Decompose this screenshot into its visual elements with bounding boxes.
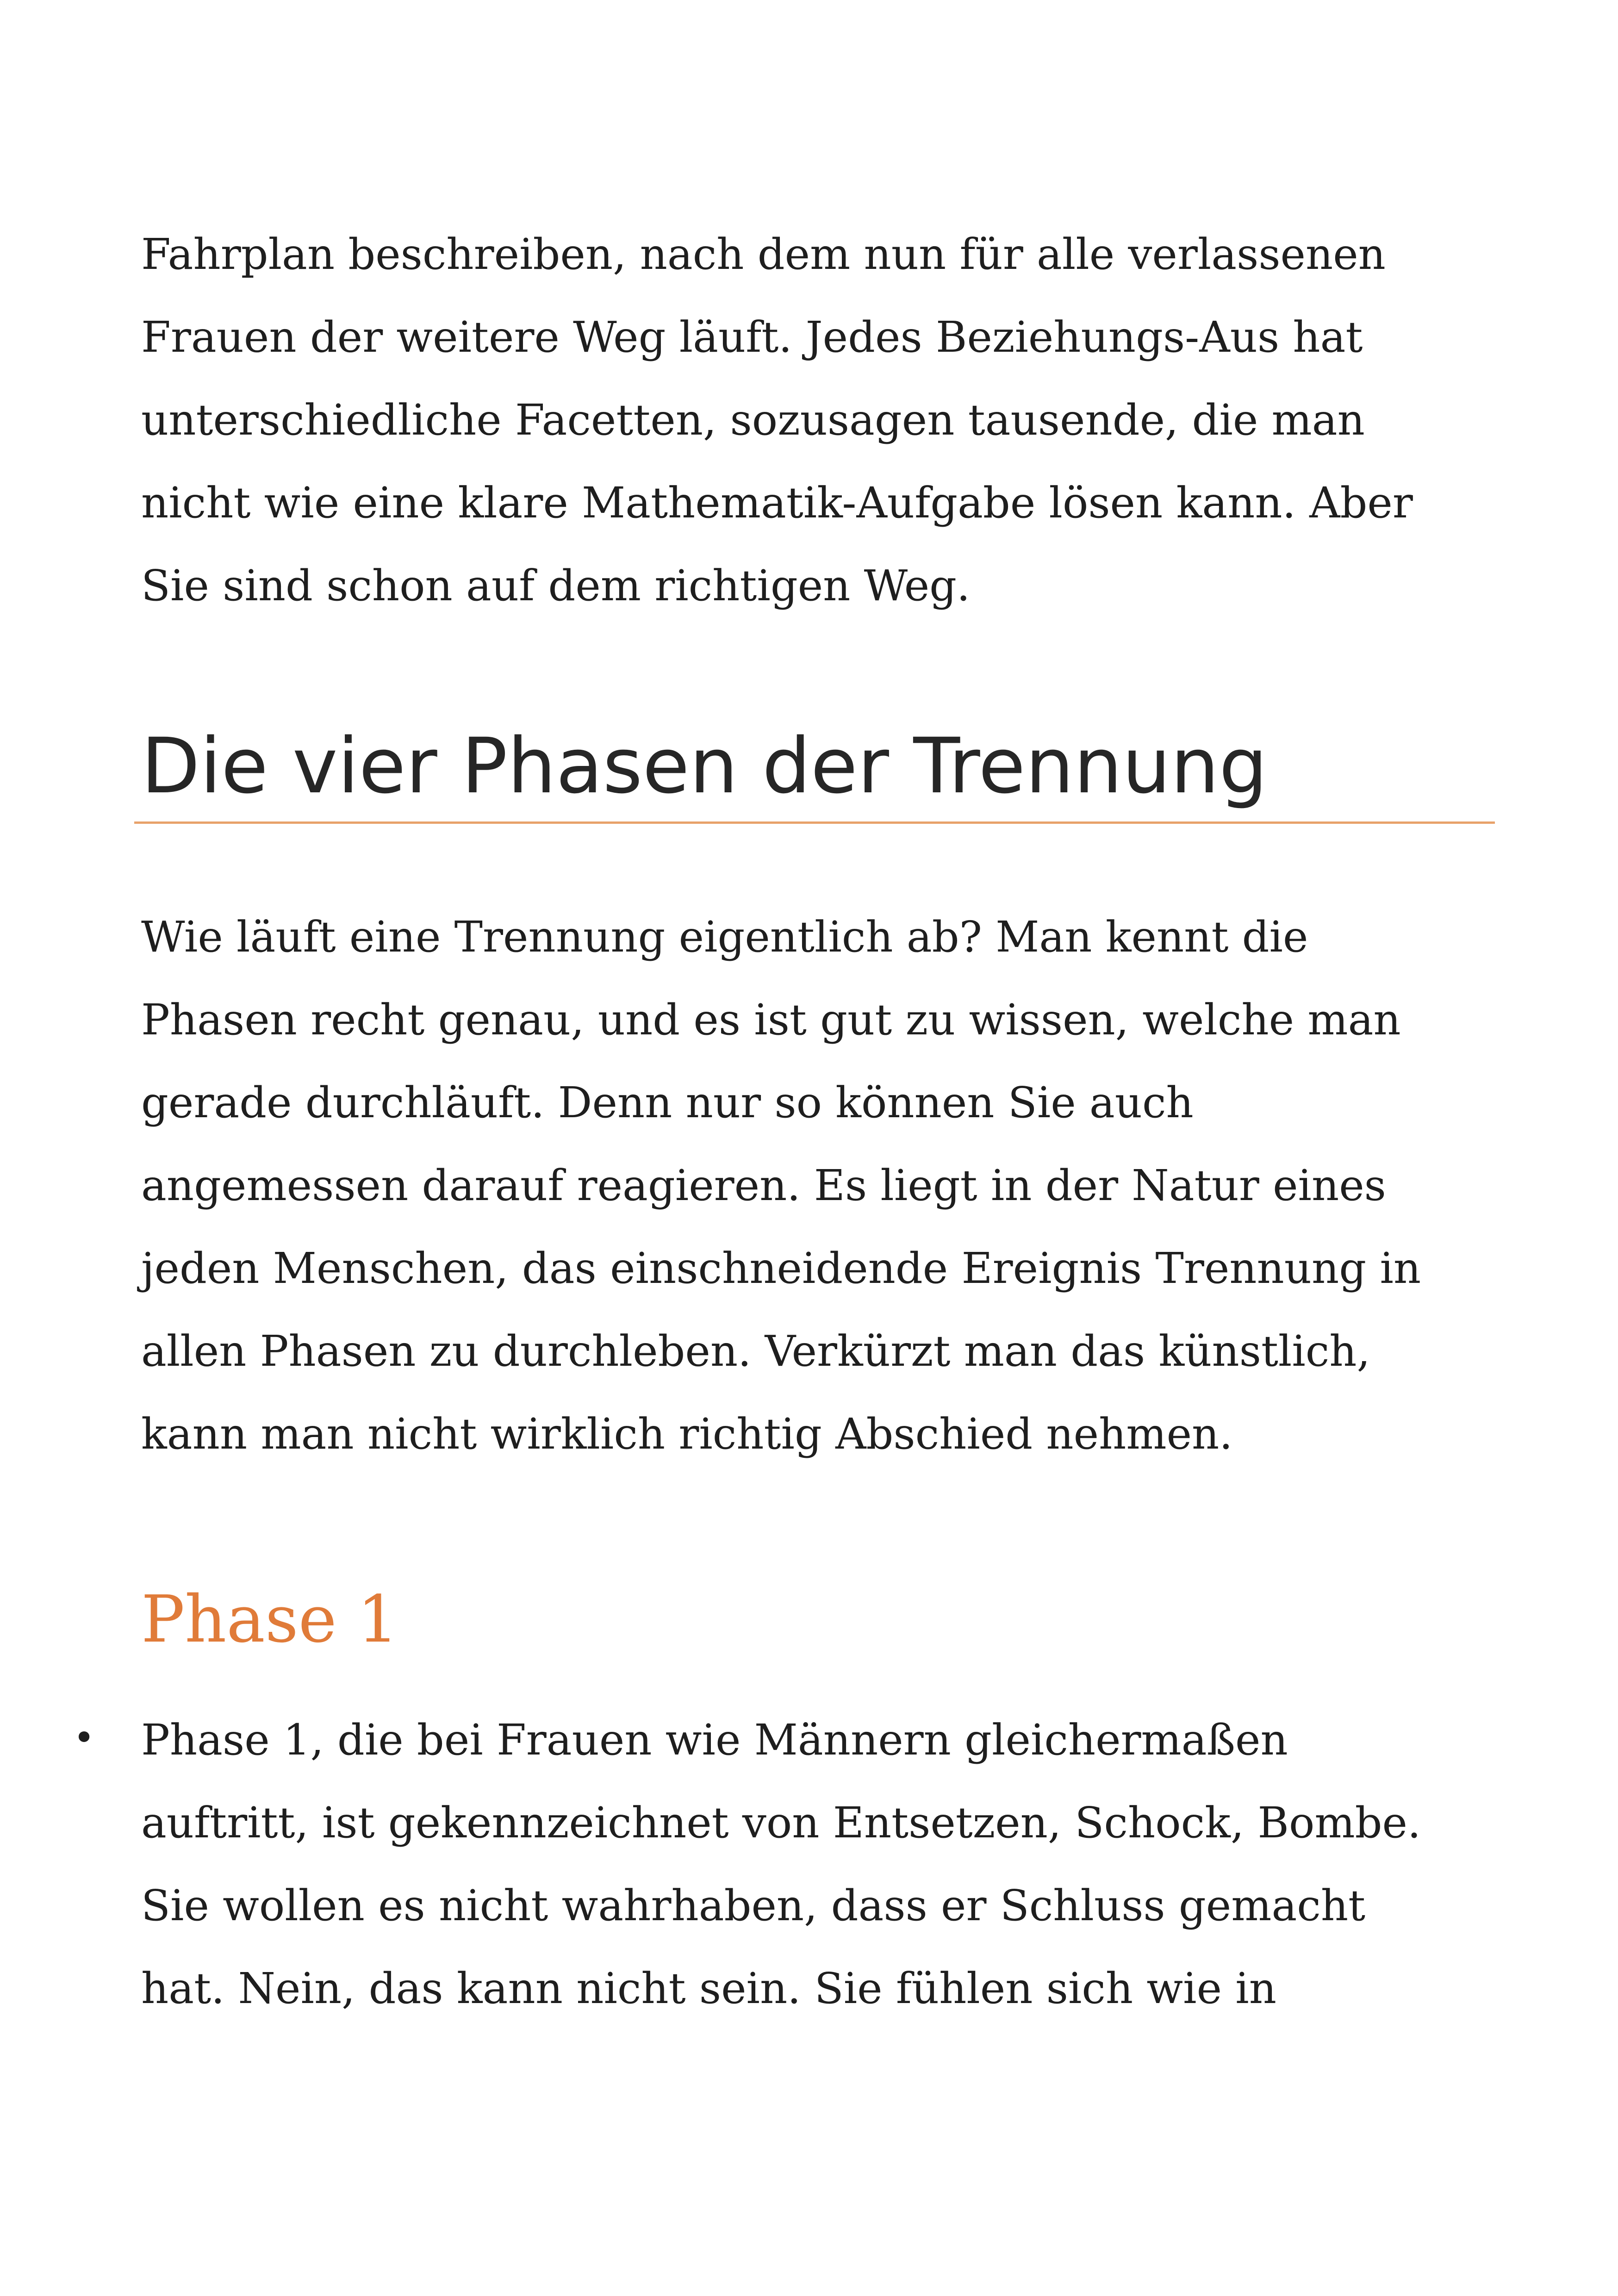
text-line: Sie sind schon auf dem richtigen Weg. bbox=[141, 561, 971, 610]
text-line: Fahrplan beschreiben, nach dem nun für alle verlassenen bbox=[141, 230, 1386, 279]
text-line: nicht wie eine klare Mathematik-Aufgabe lösen kann. Aber bbox=[141, 478, 1413, 528]
text-line: angemessen darauf reagieren. Es liegt in der Natur eines bbox=[141, 1161, 1386, 1210]
text-line: Wie läuft eine Trennung eigentlich ab? Man kennt die bbox=[141, 912, 1308, 962]
heading-underline bbox=[134, 821, 1495, 824]
section-paragraph bbox=[141, 896, 1502, 1475]
text-line: Frauen der weitere Weg läuft. Jedes Beziehungs-Aus hat bbox=[141, 312, 1363, 362]
text-line: Phasen recht genau, und es ist gut zu wissen, welche man bbox=[141, 995, 1401, 1045]
bullet-item bbox=[141, 1699, 1502, 2030]
section-heading: Die vier Phasen der Trennung bbox=[141, 722, 1268, 810]
text-line: Phase 1, die bei Frauen wie Männern gleichermaßen bbox=[141, 1715, 1288, 1765]
text-line: gerade durchläuft. Denn nur so können Sie auch bbox=[141, 1078, 1194, 1127]
intro-paragraph bbox=[141, 213, 1502, 627]
text-line: jeden Menschen, das einschneidende Ereignis Trennung in bbox=[141, 1244, 1421, 1293]
text-line: hat. Nein, das kann nicht sein. Sie fühlen sich wie in bbox=[141, 1964, 1276, 2013]
text-line: unterschiedliche Facetten, sozusagen tausende, die man bbox=[141, 395, 1365, 445]
text-line: Sie wollen es nicht wahrhaben, dass er Schluss gemacht bbox=[141, 1881, 1366, 1930]
bullet-marker: • bbox=[73, 1716, 95, 1759]
text-line: kann man nicht wirklich richtig Abschied nehmen. bbox=[141, 1409, 1233, 1459]
subsection-heading: Phase 1 bbox=[141, 1582, 399, 1657]
text-line: allen Phasen zu durchleben. Verkürzt man das künstlich, bbox=[141, 1326, 1370, 1376]
text-line: auftritt, ist gekennzeichnet von Entsetzen, Schock, Bombe. bbox=[141, 1798, 1421, 1848]
